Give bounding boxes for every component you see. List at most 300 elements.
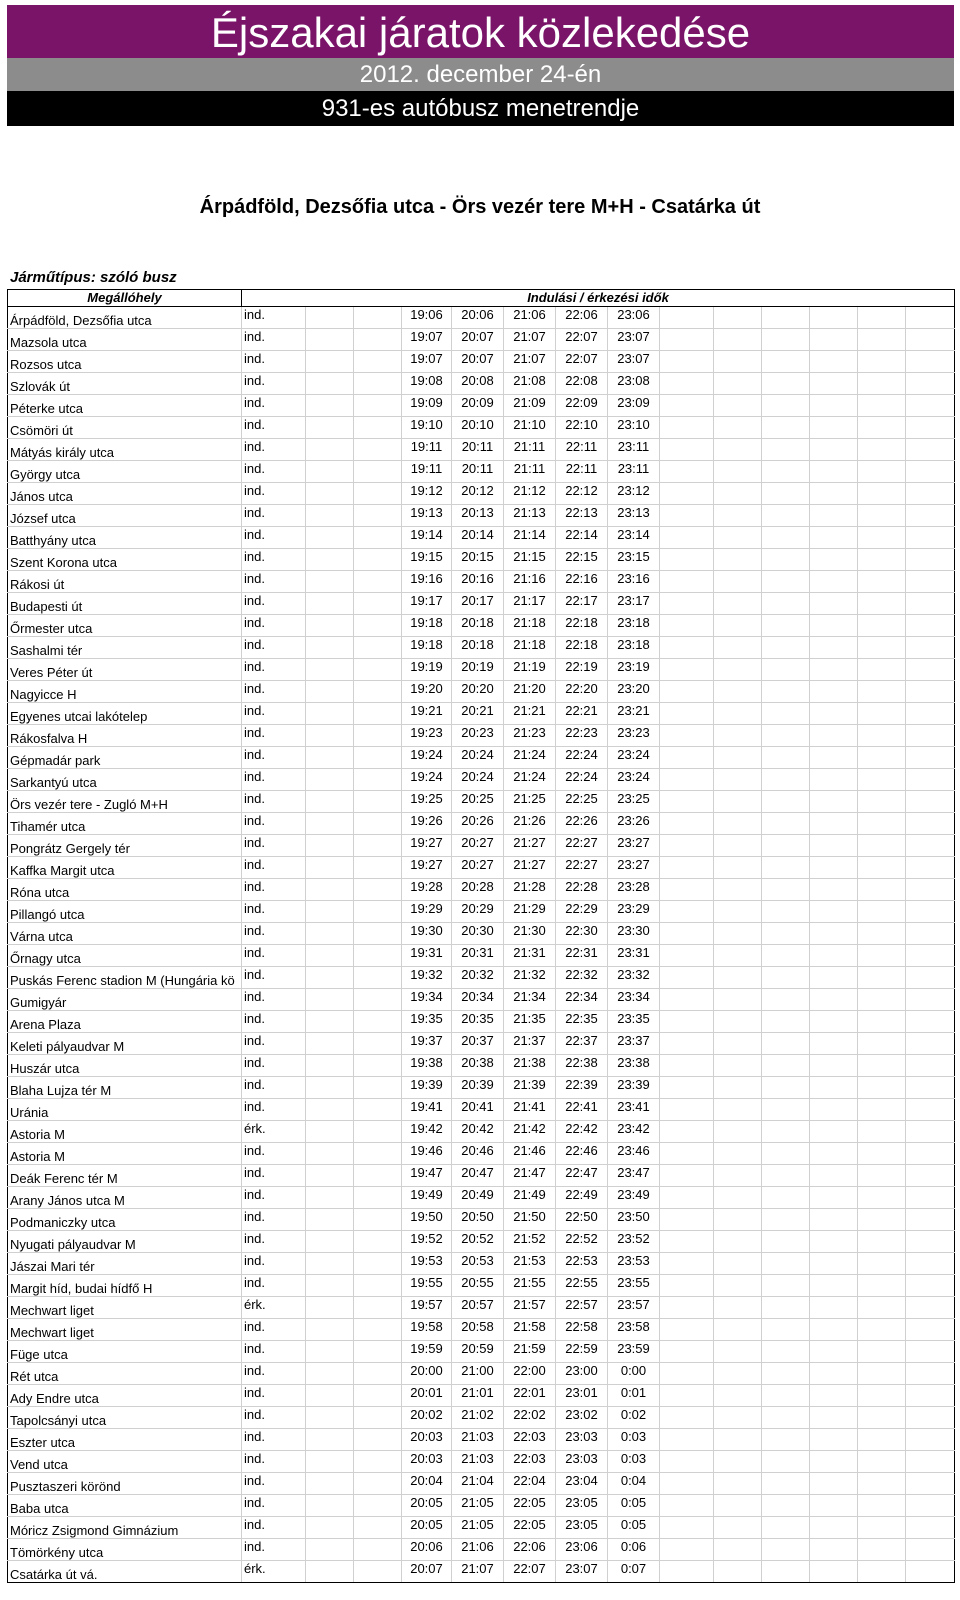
departure-time: 21:09 <box>504 395 556 417</box>
empty-cell <box>810 1363 858 1385</box>
empty-cell <box>714 945 762 967</box>
departure-time: 22:01 <box>504 1385 556 1407</box>
stop-name: Arany János utca M <box>8 1187 242 1209</box>
empty-cell <box>762 1121 810 1143</box>
empty-cell <box>858 725 906 747</box>
empty-cell <box>306 527 354 549</box>
departure-time: 23:38 <box>608 1055 660 1077</box>
departure-time: 20:24 <box>452 769 504 791</box>
empty-cell <box>810 1121 858 1143</box>
departure-time: 21:16 <box>504 571 556 593</box>
route-title: Árpádföld, Dezsőfia utca - Örs vezér tere M+H - Csatárka út <box>199 196 761 218</box>
empty-cell <box>306 1099 354 1121</box>
departure-time: 21:41 <box>504 1099 556 1121</box>
departure-time: 21:37 <box>504 1033 556 1055</box>
departure-time: 23:41 <box>608 1099 660 1121</box>
departure-time: 21:03 <box>452 1429 504 1451</box>
departure-time: 21:20 <box>504 681 556 703</box>
departure-time: 20:28 <box>452 879 504 901</box>
departure-time: 21:06 <box>452 1539 504 1561</box>
empty-cell <box>660 395 714 417</box>
departure-time: 20:11 <box>452 439 504 461</box>
empty-cell <box>762 461 810 483</box>
empty-cell <box>858 1121 906 1143</box>
departure-time: 19:24 <box>402 769 452 791</box>
empty-cell <box>714 527 762 549</box>
departure-time: 22:19 <box>556 659 608 681</box>
empty-cell <box>762 1429 810 1451</box>
stop-type: ind. <box>242 989 306 1011</box>
departure-time: 21:13 <box>504 505 556 527</box>
empty-cell <box>354 1407 402 1429</box>
departure-time: 21:58 <box>504 1319 556 1341</box>
empty-cell <box>906 417 955 439</box>
empty-cell <box>660 813 714 835</box>
table-row <box>8 1429 955 1451</box>
empty-cell <box>762 373 810 395</box>
departure-time: 19:55 <box>402 1275 452 1297</box>
empty-cell <box>762 1385 810 1407</box>
departure-time: 22:50 <box>556 1209 608 1231</box>
empty-cell <box>306 1121 354 1143</box>
table-row <box>8 1473 955 1495</box>
stop-name: Csatárka út vá. <box>8 1561 242 1583</box>
stop-name: Batthyány utca <box>8 527 242 549</box>
empty-cell <box>858 1209 906 1231</box>
empty-cell <box>762 483 810 505</box>
departure-time: 21:08 <box>504 373 556 395</box>
departure-time: 22:24 <box>556 769 608 791</box>
empty-cell <box>906 549 955 571</box>
empty-cell <box>306 989 354 1011</box>
stop-type: érk. <box>242 1297 306 1319</box>
empty-cell <box>810 1429 858 1451</box>
empty-cell <box>714 901 762 923</box>
departure-time: 21:10 <box>504 417 556 439</box>
empty-cell <box>714 1143 762 1165</box>
empty-cell <box>858 681 906 703</box>
departure-time: 21:07 <box>504 329 556 351</box>
departure-time: 22:29 <box>556 901 608 923</box>
empty-cell <box>762 1561 810 1583</box>
empty-cell <box>354 1429 402 1451</box>
empty-cell <box>906 769 955 791</box>
empty-cell <box>810 461 858 483</box>
empty-cell <box>906 1143 955 1165</box>
empty-cell <box>660 1561 714 1583</box>
departure-time: 22:06 <box>504 1539 556 1561</box>
empty-cell <box>810 791 858 813</box>
departure-time: 21:24 <box>504 747 556 769</box>
empty-cell <box>858 571 906 593</box>
departure-time: 21:11 <box>504 439 556 461</box>
empty-cell <box>906 395 955 417</box>
empty-cell <box>810 1209 858 1231</box>
empty-cell <box>810 1407 858 1429</box>
departure-time: 21:46 <box>504 1143 556 1165</box>
departure-time: 20:31 <box>452 945 504 967</box>
empty-cell <box>858 483 906 505</box>
departure-time: 23:07 <box>608 329 660 351</box>
empty-cell <box>354 1033 402 1055</box>
empty-cell <box>906 879 955 901</box>
table-header-row <box>8 290 955 307</box>
empty-cell <box>354 1495 402 1517</box>
empty-cell <box>858 989 906 1011</box>
table-row <box>8 615 955 637</box>
departure-time: 23:27 <box>608 857 660 879</box>
empty-cell <box>906 527 955 549</box>
departure-time: 19:35 <box>402 1011 452 1033</box>
stop-type: ind. <box>242 1539 306 1561</box>
departure-time: 19:24 <box>402 747 452 769</box>
empty-cell <box>714 703 762 725</box>
empty-cell <box>354 857 402 879</box>
empty-cell <box>858 791 906 813</box>
empty-cell <box>810 1165 858 1187</box>
departure-time: 22:18 <box>556 637 608 659</box>
empty-cell <box>810 1539 858 1561</box>
empty-cell <box>906 483 955 505</box>
departure-time: 21:07 <box>452 1561 504 1583</box>
empty-cell <box>906 747 955 769</box>
departure-time: 20:41 <box>452 1099 504 1121</box>
table-row <box>8 329 955 351</box>
stop-name: János utca <box>8 483 242 505</box>
departure-time: 21:23 <box>504 725 556 747</box>
table-row <box>8 373 955 395</box>
stop-name: Mazsola utca <box>8 329 242 351</box>
empty-cell <box>660 1275 714 1297</box>
departure-time: 21:30 <box>504 923 556 945</box>
empty-cell <box>714 747 762 769</box>
departure-time: 22:52 <box>556 1231 608 1253</box>
stop-name: Mechwart liget <box>8 1319 242 1341</box>
stop-name: József utca <box>8 505 242 527</box>
empty-cell <box>354 967 402 989</box>
departure-time: 23:03 <box>556 1451 608 1473</box>
empty-cell <box>306 1429 354 1451</box>
empty-cell <box>762 1451 810 1473</box>
empty-cell <box>660 879 714 901</box>
stop-type: ind. <box>242 791 306 813</box>
stop-name: Róna utca <box>8 879 242 901</box>
empty-cell <box>306 571 354 593</box>
departure-time: 19:59 <box>402 1341 452 1363</box>
departure-time: 23:03 <box>556 1429 608 1451</box>
empty-cell <box>354 1055 402 1077</box>
departure-time: 21:39 <box>504 1077 556 1099</box>
stop-type: ind. <box>242 1165 306 1187</box>
empty-cell <box>660 1231 714 1253</box>
empty-cell <box>762 329 810 351</box>
empty-cell <box>858 659 906 681</box>
stop-type: ind. <box>242 593 306 615</box>
empty-cell <box>354 1319 402 1341</box>
departure-time: 23:07 <box>608 351 660 373</box>
empty-cell <box>354 527 402 549</box>
empty-cell <box>810 439 858 461</box>
departure-time: 20:52 <box>452 1231 504 1253</box>
empty-cell <box>354 1385 402 1407</box>
empty-cell <box>306 945 354 967</box>
departure-time: 22:11 <box>556 461 608 483</box>
departure-time: 0:01 <box>608 1385 660 1407</box>
stop-name: Sashalmi tér <box>8 637 242 659</box>
empty-cell <box>762 395 810 417</box>
empty-cell <box>354 1011 402 1033</box>
departure-time: 21:28 <box>504 879 556 901</box>
empty-cell <box>660 835 714 857</box>
empty-cell <box>306 483 354 505</box>
departure-time: 19:23 <box>402 725 452 747</box>
empty-cell <box>306 351 354 373</box>
empty-cell <box>762 769 810 791</box>
empty-cell <box>810 483 858 505</box>
departure-time: 19:47 <box>402 1165 452 1187</box>
departure-time: 20:07 <box>452 329 504 351</box>
departure-time: 19:08 <box>402 373 452 395</box>
empty-cell <box>660 1033 714 1055</box>
empty-cell <box>714 1209 762 1231</box>
stop-name: Tihamér utca <box>8 813 242 835</box>
empty-cell <box>714 1165 762 1187</box>
empty-cell <box>660 1341 714 1363</box>
stop-type: ind. <box>242 967 306 989</box>
empty-cell <box>762 1231 810 1253</box>
table-row <box>8 813 955 835</box>
departure-time: 21:04 <box>452 1473 504 1495</box>
departure-time: 19:10 <box>402 417 452 439</box>
empty-cell <box>906 329 955 351</box>
departure-time: 21:29 <box>504 901 556 923</box>
departure-time: 23:58 <box>608 1319 660 1341</box>
empty-cell <box>306 439 354 461</box>
departure-time: 21:50 <box>504 1209 556 1231</box>
empty-cell <box>660 1055 714 1077</box>
empty-cell <box>660 439 714 461</box>
departure-time: 23:46 <box>608 1143 660 1165</box>
stop-type: ind. <box>242 1187 306 1209</box>
departure-time: 20:21 <box>452 703 504 725</box>
empty-cell <box>714 307 762 329</box>
table-row <box>8 1143 955 1165</box>
departure-time: 21:21 <box>504 703 556 725</box>
stop-type: ind. <box>242 1231 306 1253</box>
empty-cell <box>714 483 762 505</box>
stop-name: Őrmester utca <box>8 615 242 637</box>
empty-cell <box>858 637 906 659</box>
empty-cell <box>714 989 762 1011</box>
table-row <box>8 703 955 725</box>
stop-name: Uránia <box>8 1099 242 1121</box>
stop-type: ind. <box>242 1451 306 1473</box>
departure-time: 21:05 <box>452 1517 504 1539</box>
departure-time: 23:20 <box>608 681 660 703</box>
empty-cell <box>906 615 955 637</box>
departure-time: 20:24 <box>452 747 504 769</box>
empty-cell <box>714 637 762 659</box>
stop-type: ind. <box>242 681 306 703</box>
departure-time: 22:46 <box>556 1143 608 1165</box>
departure-time: 21:57 <box>504 1297 556 1319</box>
empty-cell <box>660 527 714 549</box>
departure-time: 22:15 <box>556 549 608 571</box>
empty-cell <box>714 549 762 571</box>
departure-time: 20:12 <box>452 483 504 505</box>
empty-cell <box>810 1517 858 1539</box>
empty-cell <box>906 593 955 615</box>
empty-cell <box>906 1319 955 1341</box>
empty-cell <box>906 373 955 395</box>
empty-cell <box>354 989 402 1011</box>
empty-cell <box>354 1099 402 1121</box>
empty-cell <box>762 307 810 329</box>
empty-cell <box>858 1231 906 1253</box>
stop-name: Várna utca <box>8 923 242 945</box>
stop-name: Tömörkény utca <box>8 1539 242 1561</box>
empty-cell <box>810 681 858 703</box>
table-row <box>8 1297 955 1319</box>
empty-cell <box>810 417 858 439</box>
table-row <box>8 1385 955 1407</box>
table-row <box>8 1451 955 1473</box>
empty-cell <box>660 1319 714 1341</box>
empty-cell <box>906 681 955 703</box>
departure-time: 20:34 <box>452 989 504 1011</box>
departure-time: 22:39 <box>556 1077 608 1099</box>
stop-name: Őrnagy utca <box>8 945 242 967</box>
departure-time: 22:11 <box>556 439 608 461</box>
departure-time: 22:18 <box>556 615 608 637</box>
departure-time: 23:49 <box>608 1187 660 1209</box>
empty-cell <box>810 901 858 923</box>
departure-time: 19:53 <box>402 1253 452 1275</box>
stop-type: ind. <box>242 395 306 417</box>
empty-cell <box>810 1011 858 1033</box>
departure-time: 19:15 <box>402 549 452 571</box>
departure-time: 19:38 <box>402 1055 452 1077</box>
empty-cell <box>660 1385 714 1407</box>
departure-time: 23:08 <box>608 373 660 395</box>
stop-type: ind. <box>242 1517 306 1539</box>
empty-cell <box>858 307 906 329</box>
departure-time: 0:07 <box>608 1561 660 1583</box>
stop-name: Pongrátz Gergely tér <box>8 835 242 857</box>
empty-cell <box>762 1473 810 1495</box>
empty-cell <box>858 879 906 901</box>
empty-cell <box>660 747 714 769</box>
departure-time: 20:18 <box>452 637 504 659</box>
departure-time: 23:57 <box>608 1297 660 1319</box>
departure-time: 20:49 <box>452 1187 504 1209</box>
empty-cell <box>660 1077 714 1099</box>
departure-time: 22:13 <box>556 505 608 527</box>
departure-time: 23:17 <box>608 593 660 615</box>
departure-time: 20:13 <box>452 505 504 527</box>
stop-name: Gépmadár park <box>8 747 242 769</box>
empty-cell <box>762 747 810 769</box>
empty-cell <box>660 1539 714 1561</box>
departure-time: 22:42 <box>556 1121 608 1143</box>
departure-time: 20:15 <box>452 549 504 571</box>
empty-cell <box>354 615 402 637</box>
empty-cell <box>762 945 810 967</box>
empty-cell <box>810 307 858 329</box>
empty-cell <box>906 1121 955 1143</box>
empty-cell <box>714 1033 762 1055</box>
stop-name: Tapolcsányi utca <box>8 1407 242 1429</box>
departure-time: 21:17 <box>504 593 556 615</box>
empty-cell <box>762 1363 810 1385</box>
empty-cell <box>762 1055 810 1077</box>
table-row <box>8 439 955 461</box>
empty-cell <box>810 1319 858 1341</box>
departure-time: 21:01 <box>452 1385 504 1407</box>
table-row <box>8 637 955 659</box>
empty-cell <box>762 901 810 923</box>
stop-name: Rákosi út <box>8 571 242 593</box>
stop-name: Vend utca <box>8 1451 242 1473</box>
departure-time: 19:12 <box>402 483 452 505</box>
departure-time: 20:03 <box>402 1451 452 1473</box>
departure-time: 22:21 <box>556 703 608 725</box>
stop-type: ind. <box>242 1099 306 1121</box>
stop-name: Baba utca <box>8 1495 242 1517</box>
departure-time: 23:11 <box>608 439 660 461</box>
empty-cell <box>660 1099 714 1121</box>
empty-cell <box>762 835 810 857</box>
empty-cell <box>906 1517 955 1539</box>
empty-cell <box>762 1077 810 1099</box>
departure-time: 20:02 <box>402 1407 452 1429</box>
table-row <box>8 351 955 373</box>
departure-time: 19:16 <box>402 571 452 593</box>
empty-cell <box>906 1253 955 1275</box>
departure-time: 23:32 <box>608 967 660 989</box>
empty-cell <box>906 505 955 527</box>
departure-time: 20:16 <box>452 571 504 593</box>
empty-cell <box>354 1363 402 1385</box>
departure-time: 23:06 <box>556 1539 608 1561</box>
empty-cell <box>306 1451 354 1473</box>
empty-cell <box>354 1231 402 1253</box>
empty-cell <box>660 549 714 571</box>
empty-cell <box>762 1539 810 1561</box>
departure-time: 21:52 <box>504 1231 556 1253</box>
departure-time: 22:17 <box>556 593 608 615</box>
departure-time: 20:07 <box>452 351 504 373</box>
departure-time: 23:07 <box>556 1561 608 1583</box>
departure-time: 19:07 <box>402 351 452 373</box>
empty-cell <box>306 879 354 901</box>
departure-time: 22:25 <box>556 791 608 813</box>
empty-cell <box>858 329 906 351</box>
empty-cell <box>714 1385 762 1407</box>
stop-name: Gumigyár <box>8 989 242 1011</box>
table-row <box>8 1121 955 1143</box>
table-row <box>8 967 955 989</box>
empty-cell <box>354 329 402 351</box>
empty-cell <box>714 1341 762 1363</box>
departure-time: 0:06 <box>608 1539 660 1561</box>
empty-cell <box>810 835 858 857</box>
empty-cell <box>306 1209 354 1231</box>
empty-cell <box>306 1495 354 1517</box>
departure-time: 23:24 <box>608 769 660 791</box>
stop-type: ind. <box>242 1143 306 1165</box>
empty-cell <box>906 659 955 681</box>
